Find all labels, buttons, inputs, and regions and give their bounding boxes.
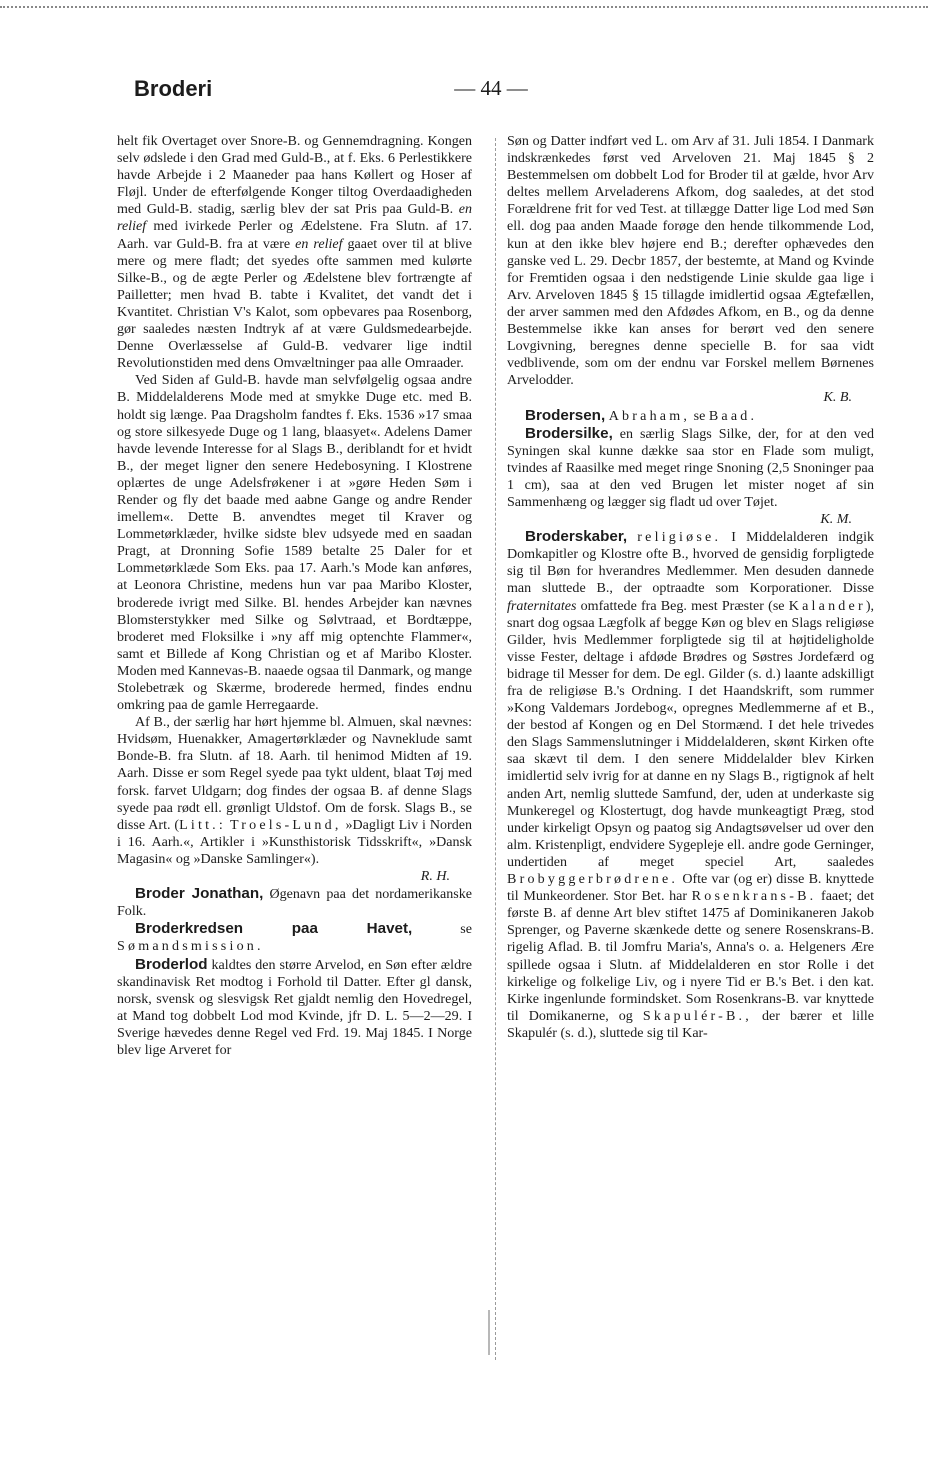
entry-broderlod: Broderlod kaldtes den større Arvelod, en Søn efter ældre skandinavisk Ret modtog i Forhold til Datter. Efter gl dansk, norsk, svensk og slesvigsk Ret gjaldt nemlig den Hovedregel, at Mand tog dobbelt Lod mod Kvinde, jfr D. L. 5—2—29. I Sverige hævedes denne Regel ved Frd. 19. Maj 1845. I Norge blev lige Arveret for — [117, 955, 473, 1058]
headword: Broderlod — [135, 955, 208, 973]
headword: Broderkredsen paa Havet, — [135, 920, 413, 938]
top-edge-rule — [0, 6, 928, 8]
author-signature: K. B. — [823, 389, 852, 406]
entry-brodersilke: Brodersilke, en særlig Slags Silke, der, for at den ved Syningen skal kunne dække saa stor en Flade som muligt, tvindes af Raasilke med meget ringe Snoning (2,5 Snoninger paa 1 cm), saa at den ved Brugen let mister noget af sin Sammenhæng og lægger sig fladt ud over Tøjet. K. M. — [507, 424, 874, 528]
author-signature: K. M. — [820, 511, 852, 528]
page-number: — 44 — — [454, 76, 528, 100]
entry-brodersen: Brodersen, Abraham, se Baad. — [525, 406, 758, 424]
headword: Brodersen, — [525, 406, 606, 424]
running-head-title: Broderi — [134, 76, 213, 101]
paragraph-gold-embroidery: helt fik Overtaget over Snore-B. og Gennemdragning. Kongen selv ødslede i den Grad med Guld-B., at f. Eks. 6 Perlestikkere havde Arbejde i 2 Maaneder paa hans Køllert og Hoser af Fløjl. Under de efterfølgende Konger tiltog Overdaadigheden med Guld-B. stadig, særlig blev der sat Pris paa Guld-B. en relief med ivirkede Perler og Ædelstene. Fra Slutn. af 17. Aarh. var Guld-B. fra at være en relief gaaet over til at blive mere og mere fladt; det syedes ofte sammen med kulørte Silke-B., og de ægte Perler og Ædelstene blev fortrængte af Pailletter; men hvad B. tabte i Kvalitet, det vandt det i Kvantitet. Christian V's Kalot, som opbevares paa Rosenborg, gør saaledes næsten Indtryk af at være Guldsmedearbejde. Denne Overlæsselse af Guld-B. vedvarer lige indtil Revolutionstiden med dens Omvæltninger paa alle Omraader. — [117, 133, 473, 372]
entry-broderskaber: Broderskaber, religiøse. I Middelalderen indgik Domkapitler og Klostre ofte B., hvorved de gensidig forpligtede sig til Bøn for hverandres Medlemmer. Men desuden dannede man sluttede B., der optraadte som Korporationer. Disse fraternitates omfattede fra Beg. mest Præster (se Kalander), snart dog ogsaa Lægfolk af begge Køn og blev en Slags religiøse Gilder, hvis Medlemmer forpligtede sig til at højtideligholde visse Fester, deltage i afdøde Brødres og Søstres Jordefærd og bidrage til Messer for dem. De egl. Gilder (s. d.) laante adskilligt fra de religiøse B.'s Ordning. I det Haandskrift, som rummer »Kong Valdemars Jordebog«, opregnes Medlemmerne af et B., der bestod af Kongen og en Del Stormænd. I det hele trivedes den Slags Sammenslutninger i Middelalderen, skønt Kirken ofte saa skævt til dem. I den senere Middelalder blev Kirken imidlertid selv ivrig for at danne en ny Slags B., rigtignok af helt anden Art, nemlig sluttede Samfund, der, uden at underkaste sig Munkeregel og Klostertugt, dog havde munkeagtigt Præg, stod under kirkeligt Opsyn og paatog sig Andagtsøvelser ud over den alm. Kristenpligt, endvidere Sygepleje ell. andre gode Gerninger, undertiden af meget speciel Art, saaledes Brobyggerbrødrene. Ofte var (og er) disse B. knyttede til Munkeordener. Stor Bet. har Rosenkrans-B. faaet; det første B. af denne Art blev stiftet 1475 af Dominikaneren Jakob Sprenger, og Paverne skænkede dette og senere Rosenskrans-B. rigelig Aflad. B. til Jomfru Maria's, Anna's o. a. Helgeners Ære spillede ogsaa i Slutn. af Middelalderen en stor Rolle i det kirkelige og folkelige Liv, og i nyere Tid er B.'s Bet. i den kat. Kirke ingenlunde formindsket. Som Rosenkrans-B. var knyttede til Domikanerne, og Skapulér-B., der bærer et lille Skapulér (s. d.), sluttede sig til Kar- — [507, 528, 875, 1041]
entry-broder-jonathan: Broder Jonathan, Øgenavn paa det nordamerikanske Folk. — [117, 885, 472, 920]
paragraph-other-embroidery: Ved Siden af Guld-B. havde man selvfølgelig ogsaa andre B. Middelalderens Mode med at smykke Duge etc. med B. holdt sig længe. Paa Dragsholm fandtes f. Eks. 1536 »17 smaa og store silkesyede Duge og 1 lang, blaasyet«. Adelens Damer havde levende Interesse for al Slags B., deriblandt for et hvidt B., der meget ligner den senere Hedebosyning. I Klostrene oplærtes de unge Adelsfrøkener i at »gøre Heden Søm i Render og fly det baade med aabne Gange og andre Render imellem«. Dette B. anvendtes meget til Kraver og Lommetørklæder, hvilke sidste blev udsyede med en saadan Pragt, at Dronning Sofie 1589 betalte 25 Daler for et Lommetørklæde Som Eks. paa 17. Aarh.'s Mode kan anføres, at Leonora Christine, medens hun var paa Maribo Kloster, broderede ivrigt med Silke. Bl. hendes Arbejder kan nævnes Blomsterstykker med Silke og Sølvtraad, et Bordtæppe, broderet med Floksilke i »ny aff mig optenchte Flammer«, samt et Billede af Kong Christian og et af Maribo Kloster. Moden med Kannevas-B. naaede ogsaa til Danmark, og mange Stolebetræk og Skærme, broderede hermed, findes endnu omkring paa de gamle Herregaarde. — [117, 372, 472, 714]
right-column — [507, 133, 874, 1042]
column-divider — [495, 138, 496, 1360]
headword: Broderskaber, — [525, 528, 628, 546]
paragraph-broderlod-continued: Søn og Datter indført ved L. om Arv af 31. Juli 1854. I Danmark indskrænkedes først ved Arveloven 21. Maj 1845 § 2 Bestemmelsen om dobbelt Lod for Broder til at gælde, hvor Arv deltes mellem Arveladerens Afkom, dog saaledes, at det stod Forældrene frit for ved Test. at tillægge Datter lige Lod med Søn ell. dog paa anden Maade forøge den hende tilkommende Lod, kun at den ikke blev højere end B.; derefter ophævedes den ganske ved L. 29. Decbr 1857, der bestemte, at Mand og Kvinde for Fremtiden ogsaa i den nedstigende Linie skulde gaa lige i Arv. Arveloven 1845 § 15 tillagde imidlertid ogsaa Ægtefællen, der arver sammen med den Afdødes Afkom, en B., og da denne Bestemmelse ikke kan anses for berørt ved den senere Lovgivning, beregnes denne specielle B. for saa vidt vedblivende, som om der endnu var Forskel mellem Børnenes Arvelodder. K. B. — [507, 133, 874, 406]
entry-broderkredsen: Broderkredsen paa Havet, se Sømandsmission. — [117, 920, 472, 955]
headword: Broder Jonathan, — [135, 885, 264, 903]
margin-mark — [488, 1310, 490, 1355]
author-signature: R. H. — [420, 868, 450, 885]
left-column — [117, 133, 472, 1059]
paragraph-folk-embroidery: Af B., der særlig har hørt hjemme bl. Almuen, skal nævnes: Hvidsøm, Huenakker, Amagertørklæder og Navneklude samt Bonde-B. fra Slutn. af 18. Aarh. til henimod Midten af 19. Aarh. Disse er som Regel syede paa tykt uldent, blaat Tøj med forsk. farvet Uldgarn; dog findes der ogsaa B. af denne Slags syede paa rødt ell. grønligt Uldstof. Om de forsk. Slags B., se disse Art. (Litt.: Troels-Lund, »Dagligt Liv i Norden i 16. Aarh.«, Artikler i »Kunsthistorisk Tidsskrift«, »Dansk Magasin« og »Danske Samlinger«). R. H. — [117, 714, 472, 885]
headword: Brodersilke, — [525, 424, 613, 442]
